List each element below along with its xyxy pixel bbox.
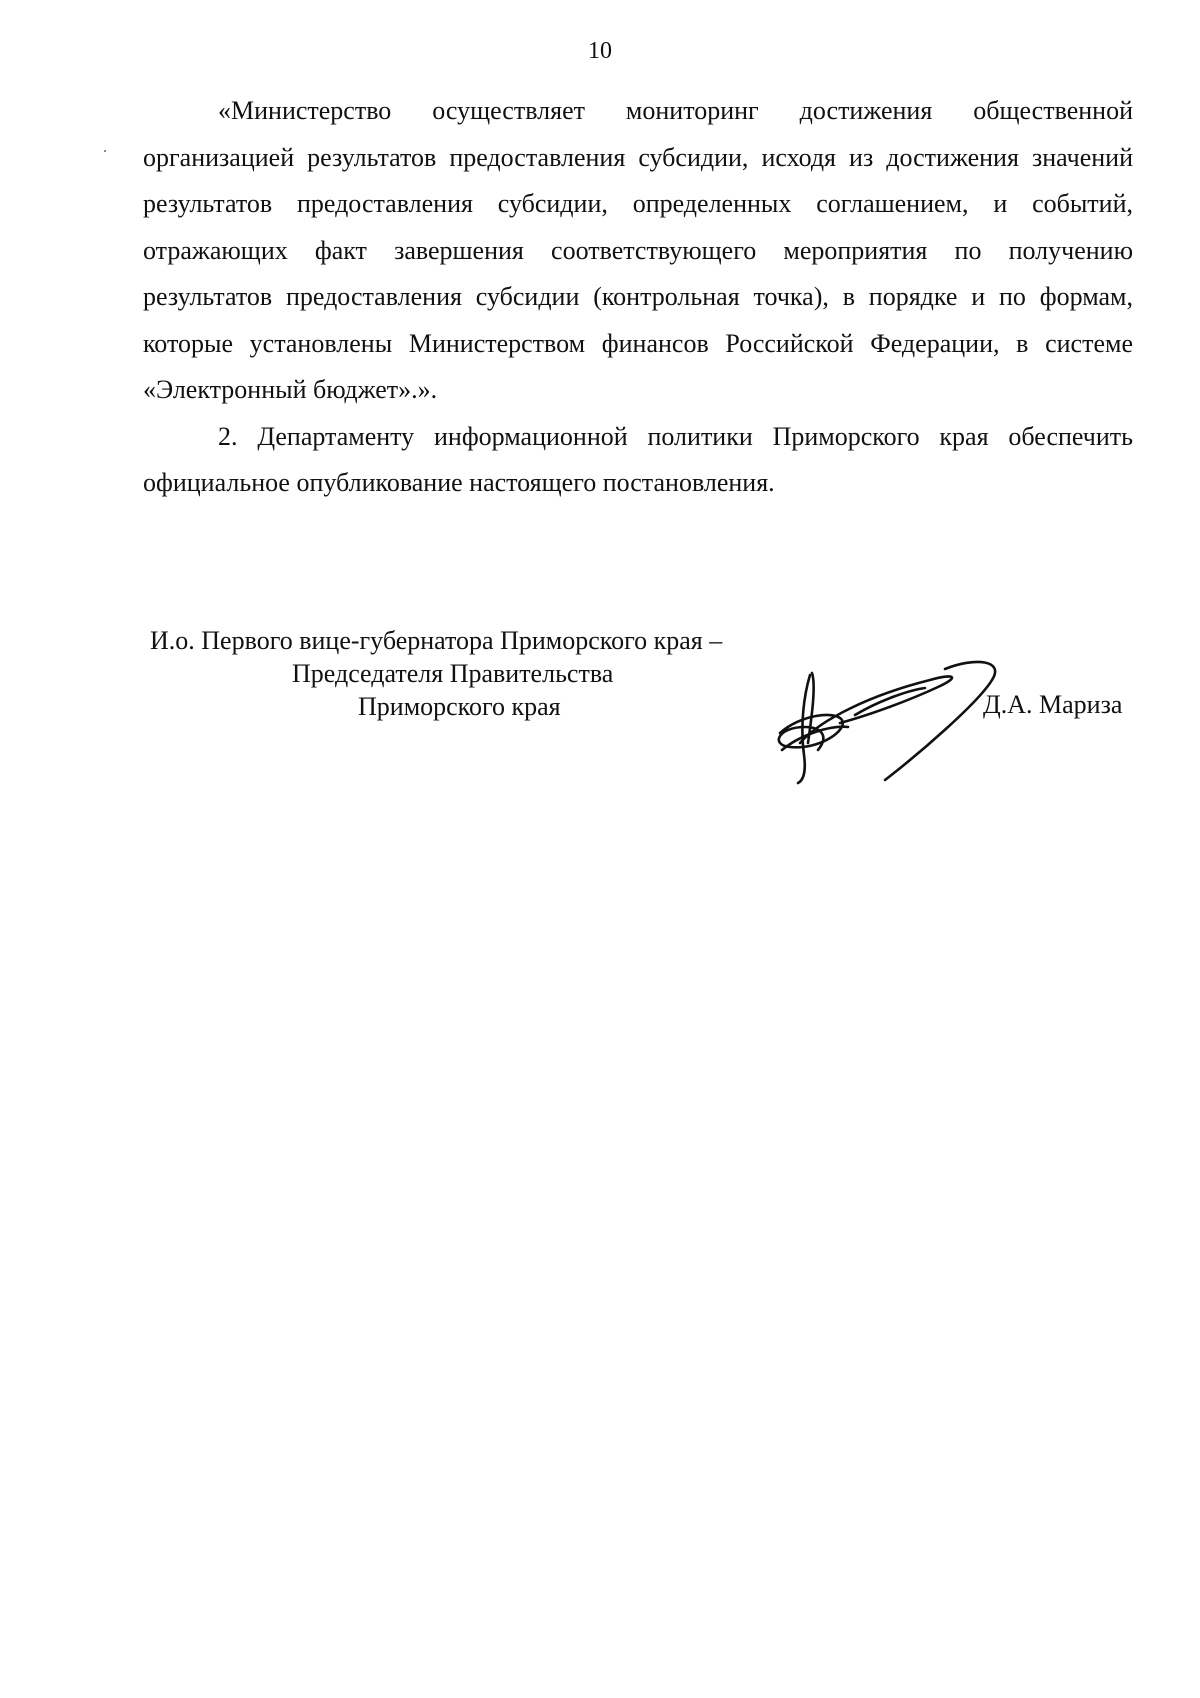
position-line: Приморского края — [358, 692, 561, 721]
margin-dot — [104, 150, 106, 152]
signatory-name: Д.А. Мариза — [983, 690, 1123, 719]
position-line: И.о. Первого вице-губернатора Приморского края – — [150, 626, 723, 655]
page-number: 10 — [588, 38, 612, 64]
signatory-position — [150, 624, 722, 723]
paragraph-monitoring: «Министерство осуществляет мониторинг достижения общественной организацией результатов предоставления субсидии, исходя из достижения значений результатов предоставления субсидии, определенных соглашением, и событий, отражающих факт завершения соответствующего мероприятия по получению результатов предоставления субсидии (контрольная точка), в порядке и по формам, которые установлены Министерством финансов Российской Федерации, в системе «Электронный бюджет».». — [143, 96, 1133, 404]
handwritten-signature-icon — [760, 655, 1010, 785]
position-line: Председателя Правительства — [292, 659, 614, 688]
paragraph-publication: 2. Департаменту информационной политики Приморского края обеспечить официальное опубликование настоящего постановления. — [143, 421, 1133, 497]
document-body — [143, 88, 1133, 507]
